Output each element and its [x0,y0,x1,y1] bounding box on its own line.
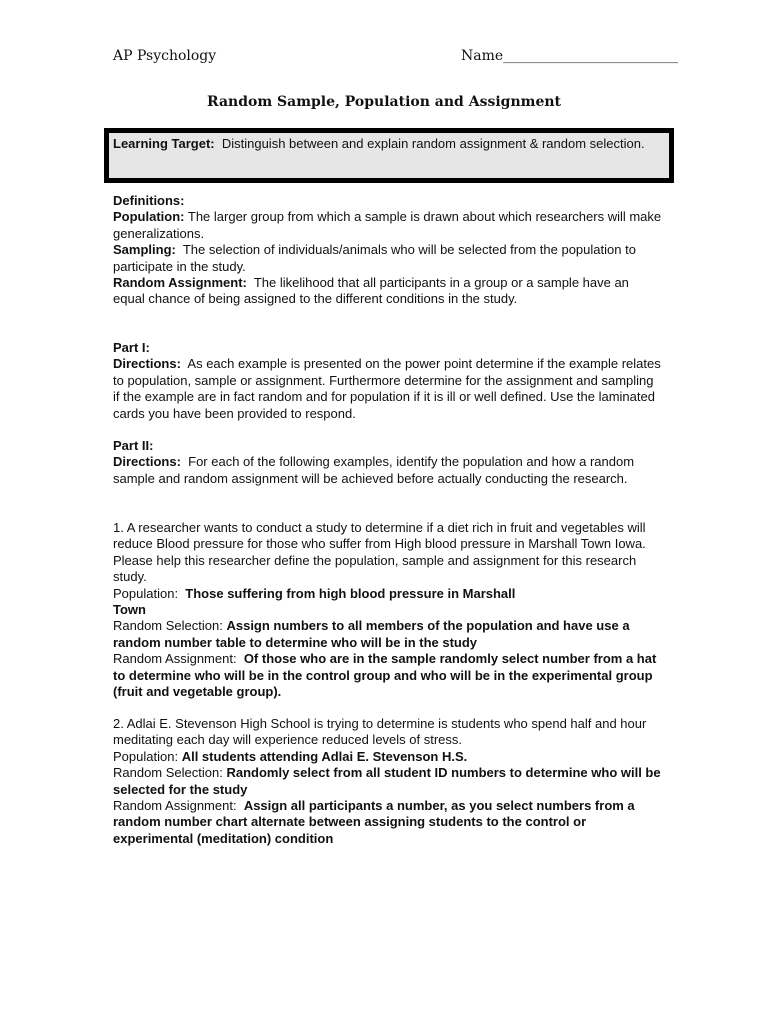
directions-text: For each of the following examples, identify the population and how a random sample and random assignment will be achieved before actually conducting the research. [113,454,635,486]
example-population [113,749,663,765]
directions-text: As each example is presented on the power point determine if the example relates to population, sample or assignment. Furthermore determine for the assignment and sampling if the example are in fact random and for population if it is ill or well defined. Use the laminated cards you have been provided to respond. [113,356,661,421]
definitions-section [113,193,663,308]
directions-label: Directions: [113,454,181,470]
directions-label: Directions: [113,356,181,372]
selection-label: Random Selection: [113,765,223,781]
example-random-selection [113,765,663,798]
definition-term: Population: [113,209,185,225]
part-one-heading: Part I: [113,340,150,355]
learning-target-label: Learning Target: [113,136,215,151]
selection-answer: Randomly select from all student ID numbers to determine who will be selected for the study [113,765,661,797]
example-population [113,586,663,602]
learning-target-text [113,136,665,153]
example-random-assignment [113,651,663,700]
assignment-label: Random Assignment: [113,798,237,814]
page-title: Random Sample, Population and Assignment [207,94,561,110]
definition-term: Sampling: [113,242,176,258]
population-answer: Those suffering from high blood pressure in Marshall [185,585,516,601]
example-one [113,520,663,700]
selection-label: Random Selection: [113,618,223,634]
assignment-label: Random Assignment: [113,651,237,667]
definition-population [113,209,663,242]
definitions-heading: Definitions: [113,193,185,208]
part-one-section [113,340,663,422]
example-random-selection [113,618,663,651]
definition-text: The likelihood that all participants in a group or a sample have an equal chance of being assigned to the different conditions in the study. [113,275,629,307]
example-two [113,716,663,847]
part-two-heading: Part II: [113,438,154,453]
learning-target-box [104,128,674,183]
learning-target-body: Distinguish between and explain random assignment & random selection. [221,136,645,151]
definition-sampling [113,242,663,275]
definition-term: Random Assignment: [113,275,247,291]
part-one-directions [113,356,663,422]
part-two-section [113,438,663,487]
example-prompt: 2. Adlai E. Stevenson High School is trying to determine is students who spend half and hour meditating each day will experience reduced levels of stress. [113,716,647,748]
example-prompt: 1. A researcher wants to conduct a study to determine if a diet rich in fruit and vegetables will reduce Blood pressure for those who suffer from High blood pressure in Marshall Town Iowa. Please help this researcher define the population, sample and assignment for this research study. [113,520,646,585]
course-name: AP Psychology [113,48,217,64]
population-answer-continued: Town [113,602,146,618]
student-name-line: Name_________________________ [461,48,679,64]
header [113,48,679,68]
definition-text: The selection of individuals/animals who will be selected from the population to participate in the study. [113,242,636,274]
part-two-directions [113,454,663,487]
definition-text: The larger group from which a sample is drawn about which researchers will make generalizations. [113,209,662,241]
population-label: Population: [113,585,179,601]
example-random-assignment [113,798,663,847]
population-label: Population: [113,748,179,764]
definition-random-assignment [113,275,663,308]
selection-answer: Assign numbers to all members of the population and have use a random number table to determine who will be in the study [113,618,630,650]
assignment-answer: Assign all participants a number, as you select numbers from a random number chart alternate between assigning students to the control or experimental (meditation) condition [113,798,635,846]
assignment-answer: Of those who are in the sample randomly select number from a hat to determine who will be in the control group and who will be in the experimental group (fruit and vegetable group). [113,651,657,700]
population-answer: All students attending Adlai E. Stevenson H.S. [181,748,468,764]
